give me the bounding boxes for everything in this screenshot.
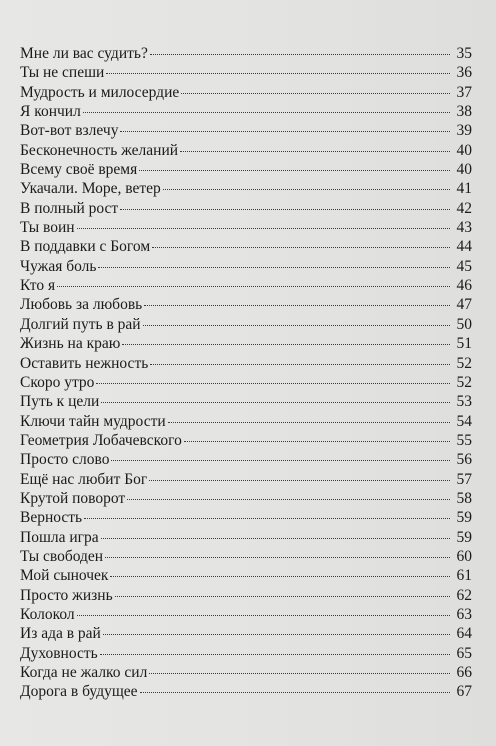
table-of-contents bbox=[20, 44, 472, 702]
toc-entry-page-number: 40 bbox=[456, 141, 472, 159]
toc-entry bbox=[20, 237, 472, 256]
dot-leader bbox=[110, 576, 450, 577]
toc-entry-page-number: 59 bbox=[456, 509, 472, 527]
toc-entry-title: Путь к цели bbox=[20, 393, 100, 411]
toc-entry-title: Ты не спеши bbox=[20, 64, 105, 82]
toc-entry bbox=[20, 644, 472, 663]
toc-entry bbox=[20, 489, 472, 508]
dot-leader bbox=[98, 267, 450, 268]
dot-leader bbox=[149, 480, 450, 481]
toc-entry-title: Бесконечность желаний bbox=[20, 141, 179, 159]
toc-entry-title: Укачали. Море, ветер bbox=[20, 180, 161, 198]
toc-entry-page-number: 37 bbox=[456, 83, 472, 101]
dot-leader bbox=[143, 325, 450, 326]
toc-entry-page-number: 38 bbox=[456, 103, 472, 121]
toc-entry-page-number: 51 bbox=[456, 335, 472, 353]
toc-entry-title: Я кончил bbox=[20, 103, 81, 121]
toc-entry-title: Просто жизнь bbox=[20, 586, 113, 604]
toc-entry bbox=[20, 412, 472, 431]
dot-leader bbox=[127, 499, 450, 500]
toc-entry-page-number: 66 bbox=[456, 664, 472, 681]
dot-leader bbox=[168, 422, 450, 423]
dot-leader bbox=[106, 73, 450, 74]
toc-entry bbox=[20, 315, 472, 334]
toc-entry-page-number: 53 bbox=[456, 393, 472, 411]
toc-entry-title: Любовь за любовь bbox=[20, 296, 143, 314]
toc-entry-title: Верность bbox=[20, 509, 83, 527]
toc-entry bbox=[20, 470, 472, 489]
toc-entry-page-number: 67 bbox=[456, 683, 472, 701]
toc-entry bbox=[20, 102, 472, 121]
dot-leader bbox=[101, 402, 450, 403]
toc-entry-page-number: 65 bbox=[456, 644, 472, 662]
toc-entry bbox=[20, 566, 472, 585]
toc-entry-page-number: 39 bbox=[456, 122, 472, 140]
toc-entry-title: Духовность bbox=[20, 644, 98, 662]
toc-entry bbox=[20, 663, 472, 682]
toc-entry bbox=[20, 63, 472, 82]
toc-entry-page-number: 58 bbox=[456, 489, 472, 507]
toc-entry-page-number: 52 bbox=[456, 354, 472, 372]
toc-entry-page-number: 61 bbox=[456, 567, 472, 585]
toc-entry-page-number: 62 bbox=[456, 586, 472, 604]
dot-leader bbox=[139, 170, 450, 171]
toc-entry-title: Пошла игра bbox=[20, 528, 99, 546]
toc-entry bbox=[20, 354, 472, 373]
toc-entry-title: Вот-вот взлечу bbox=[20, 122, 119, 140]
dot-leader bbox=[83, 112, 450, 113]
dot-leader bbox=[105, 557, 450, 558]
toc-entry-page-number: 54 bbox=[456, 412, 472, 430]
toc-entry bbox=[20, 624, 472, 643]
toc-entry-page-number: 60 bbox=[456, 547, 472, 565]
toc-entry-title: В полный рост bbox=[20, 199, 119, 217]
toc-entry bbox=[20, 179, 472, 198]
toc-entry-page-number: 41 bbox=[456, 180, 472, 198]
toc-entry-title: Ты воин bbox=[20, 219, 75, 237]
toc-entry-title: Мне ли вас судить? bbox=[20, 45, 148, 62]
dot-leader bbox=[181, 93, 450, 94]
dot-leader bbox=[96, 383, 450, 384]
toc-entry-page-number: 55 bbox=[456, 431, 472, 449]
toc-entry bbox=[20, 141, 472, 160]
toc-entry-title: Долгий путь в рай bbox=[20, 315, 141, 333]
dot-leader bbox=[120, 209, 450, 210]
toc-entry bbox=[20, 276, 472, 295]
dot-leader bbox=[144, 305, 450, 306]
dot-leader bbox=[115, 596, 450, 597]
toc-entry-title: Ты свободен bbox=[20, 547, 104, 565]
toc-entry-title: Скоро утро bbox=[20, 373, 95, 391]
toc-entry-page-number: 57 bbox=[456, 470, 472, 488]
toc-entry-page-number: 43 bbox=[456, 219, 472, 237]
toc-entry-title: Геометрия Лобачевского bbox=[20, 431, 182, 449]
toc-entry-title: Колокол bbox=[20, 605, 75, 623]
dot-leader bbox=[152, 247, 450, 248]
toc-entry-page-number: 52 bbox=[456, 373, 472, 391]
toc-entry bbox=[20, 334, 472, 353]
dot-leader bbox=[120, 131, 450, 132]
dot-leader bbox=[84, 518, 450, 519]
toc-entry-page-number: 44 bbox=[456, 238, 472, 256]
toc-entry bbox=[20, 431, 472, 450]
toc-entry bbox=[20, 392, 472, 411]
toc-entry bbox=[20, 605, 472, 624]
dot-leader bbox=[100, 654, 450, 655]
toc-entry-page-number: 56 bbox=[456, 451, 472, 469]
toc-entry bbox=[20, 586, 472, 605]
toc-entry-title: Кто я bbox=[20, 277, 56, 295]
dot-leader bbox=[163, 189, 450, 190]
toc-entry-title: Мудрость и милосердие bbox=[20, 83, 180, 101]
toc-entry bbox=[20, 257, 472, 276]
dot-leader bbox=[150, 364, 450, 365]
toc-entry-page-number: 63 bbox=[456, 605, 472, 623]
toc-entry bbox=[20, 160, 472, 179]
dot-leader bbox=[77, 228, 450, 229]
toc-entry bbox=[20, 121, 472, 140]
toc-entry bbox=[20, 373, 472, 392]
dot-leader bbox=[77, 615, 450, 616]
toc-entry bbox=[20, 682, 472, 701]
toc-entry-title: Из ада в рай bbox=[20, 625, 101, 643]
toc-entry-title: Жизнь на краю bbox=[20, 335, 121, 353]
dot-leader bbox=[180, 151, 450, 152]
dot-leader bbox=[103, 634, 450, 635]
toc-entry-title: Оставить нежность bbox=[20, 354, 149, 372]
dot-leader bbox=[57, 286, 450, 287]
toc-entry bbox=[20, 508, 472, 527]
toc-entry-title: Мой сыночек bbox=[20, 567, 109, 585]
toc-entry-page-number: 46 bbox=[456, 277, 472, 295]
toc-entry bbox=[20, 44, 472, 63]
toc-entry-page-number: 45 bbox=[456, 257, 472, 275]
toc-entry-page-number: 64 bbox=[456, 625, 472, 643]
dot-leader bbox=[111, 460, 450, 461]
toc-entry-page-number: 42 bbox=[456, 199, 472, 217]
toc-entry-title: Ещё нас любит Бог bbox=[20, 470, 148, 488]
toc-entry bbox=[20, 547, 472, 566]
dot-leader bbox=[140, 692, 450, 693]
toc-entry-page-number: 50 bbox=[456, 315, 472, 333]
toc-entry-page-number: 35 bbox=[456, 45, 472, 62]
dot-leader bbox=[150, 54, 450, 55]
toc-entry-title: Всему своё время bbox=[20, 161, 138, 179]
toc-entry-title: Просто слово bbox=[20, 451, 110, 469]
dot-leader bbox=[184, 441, 450, 442]
toc-entry-page-number: 47 bbox=[456, 296, 472, 314]
toc-entry bbox=[20, 528, 472, 547]
toc-entry-title: Крутой поворот bbox=[20, 489, 126, 507]
toc-entry-title: Когда не жалко сил bbox=[20, 664, 148, 681]
toc-entry-page-number: 59 bbox=[456, 528, 472, 546]
toc-entry bbox=[20, 218, 472, 237]
dot-leader bbox=[101, 538, 450, 539]
toc-entry-title: Ключи тайн мудрости bbox=[20, 412, 166, 430]
dot-leader bbox=[122, 344, 450, 345]
toc-entry bbox=[20, 295, 472, 314]
toc-entry-title: Чужая боль bbox=[20, 257, 97, 275]
dot-leader bbox=[149, 673, 450, 674]
toc-entry-page-number: 36 bbox=[456, 64, 472, 82]
toc-entry-title: В поддавки с Богом bbox=[20, 238, 151, 256]
toc-entry-title: Дорога в будущее bbox=[20, 683, 138, 701]
toc-entry bbox=[20, 83, 472, 102]
toc-entry bbox=[20, 450, 472, 469]
toc-entry bbox=[20, 199, 472, 218]
toc-entry-page-number: 40 bbox=[456, 161, 472, 179]
